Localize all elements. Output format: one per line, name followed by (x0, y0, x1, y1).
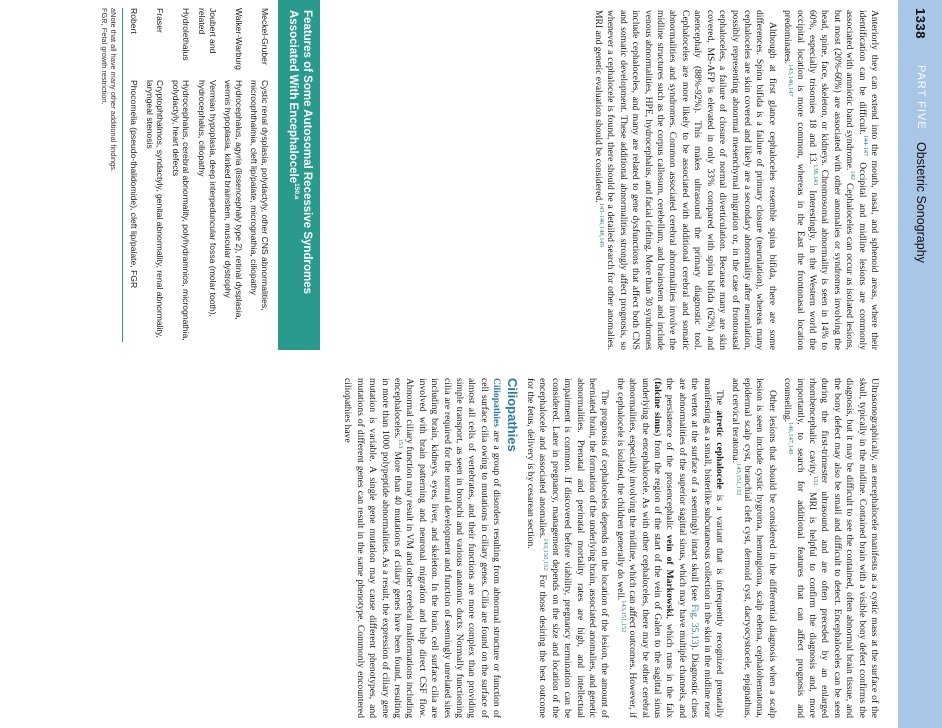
syndrome-name: Meckel-Gruber (260, 8, 270, 65)
citation: 143,151,152 (734, 462, 742, 496)
right-text-column (10, 378, 880, 718)
text-run: Interestingly, in the Western world the occipital location is more common, whereas in the East the frontonasal location predominates. (782, 10, 818, 350)
table-title-text: Features of Some Autosomal Recessive Syndromes Associated With Encephalocele (287, 10, 313, 294)
text-run: Cephaloceles can occur as isolated lesions, but most (20%-60%) are associated with other anomalies or syndromes involving the head, spine, face, skeleton, or kidneys. Chromosomal abnormality is seen in 14% to 60%, especially trisomies 18 and 13. (806, 10, 856, 350)
page-number: 1338 (913, 8, 928, 39)
table-row (170, 8, 191, 342)
syndrome-name: Joubert and related (197, 8, 218, 54)
table-row (223, 8, 244, 342)
text-run: , which runs in the falx ( (652, 378, 676, 718)
part-label: PART FIVE (915, 65, 927, 130)
table-row (196, 8, 217, 342)
citation: 146,147,149 (787, 421, 795, 455)
syndrome-features: Cryptophthalmos, syndactyly, genital abnormality, renal abnormality, laryngeal stenosis (144, 80, 166, 338)
table-body (122, 0, 278, 350)
text-run: Although at first glance cephaloceles resemble spina bifida, there are some differences. Spina bifida is a failure of primary closure (neurulation), whereas many cephaloceles are skin covered and likely are a secondary abnormality after neurulation, possibly representing abnormal mesenchymal migration or, in the case of frontonasal cephaloceles, a failure of closure of normal diverticulation. Because many are skin covered, MS-AFP is elevated in only 33% compared with spina bifida (62%) and anencephaly (88%-92%). This makes ultrasound the primary diagnostic tool. Cephaloceles are more likely to be associated with additional cerebral and somatic abnormalities and syndromes. Common associated cerebral abnormalities involve the midline structures such as the corpus callosum, cerebellum, and brainstem and include venous abnormalities, HPE, hydrocephalus, and facial clefting. More than 30 syndromes include cephaloceles, and many are related to gene dysfunctions that affect both CNS and somatic development. These additional abnormalities strongly affect prognosis, so whenever a cephalocele is found, there should be a detailed search for other anomalies. MRI and genetic evaluation should be considered. (593, 10, 778, 350)
paragraph (524, 378, 611, 718)
syndrome-name: Walker-Warburg (233, 8, 244, 70)
syndrome-features: Cystic renal dysplasia, polydactyly, other CNS abnormalities, microophthalmia, cleft lip/palate, micrognathia, ciliopathy (249, 80, 270, 311)
citation: 138,143 (812, 164, 820, 186)
text-run: Occipital and midline lesions are commonly associated with amniotic band syndrome. (844, 10, 868, 350)
syndrome-features: Hydrocephalus, cerebral abnormality, polyhydramnios, micrognathia, polydactyly, heart defects (170, 80, 192, 341)
left-text-column (320, 10, 880, 350)
footnote-line: FGR, Fetal growth restriction. (100, 8, 110, 105)
term-vein-of-markowski: vein of Markowski (664, 534, 676, 617)
paragraph (728, 378, 778, 718)
citation: 142 (849, 170, 857, 181)
citation: 153 (397, 438, 405, 449)
syndrome-name: Hydrolethalus (181, 8, 192, 61)
paragraph (592, 10, 778, 350)
syndrome-name: Fraser (155, 8, 166, 33)
syndrome-features: Hydrocephalus, agyria (lissencephaly type 2), retinal dysplasia, vermis hypoplasia, kinked brainstem, muscular dystrophy (223, 80, 244, 320)
text-run: ) from the region of the start of the vein of Galen to the sagittal sinus underlying the encephalocele. As with other cephaloceles, there may be other cerebral abnormalities, especially involving the midline, which can affect outcomes. However, if the cephalocele is isolated, the children generally do well. (614, 378, 664, 718)
text-run: Other lesions that should be considered in the differential diagnosis when a scalp lesion is seen include cystic hygroma, hemangioma, scalp edema, cephalohematoma, epidermal scalp cyst, branchial cleft cyst, dermoid cyst, dacryocystocele, epignathus, and cervical teratoma. (729, 378, 778, 718)
citation: 143,146,147 (787, 64, 795, 97)
syndrome-features: Vermian hypoplasia, deep interpeduncular fossa (molar tooth), hydrocephalus, ciliopathy (197, 80, 218, 317)
text-run: ). Diagnostic clues are abnormalities of the superior sagittal sinus, which may have multiple channels, and the persistence of the prosencephalic (664, 378, 701, 718)
running-header (898, 0, 942, 728)
paragraph (781, 378, 880, 718)
text-run: More than 40 mutations of ciliary genes have been found, resulting in more than 1000 polypeptide abnormalities. As a result, the expression of ciliary gene mutation is variable. A single gene mutation may cause different phenotypes, and mutations of different genes can result in the same phenotype. Commonly encountered ciliopathies have (342, 378, 403, 718)
table-row (128, 8, 139, 342)
syndrome-name: Robert (129, 8, 140, 34)
text-run: The prognosis of cephaloceles depends on the location of the lesion, the amount of herniated brain, the formation of the underlying brain, associated anomalies, and genetic abnormalities. Prenatal and perinatal mortality rates are high, and intellectual impairment is common. If discovered before viability, pregnancy termination can be considered. Later in pregnancy, management depends on the size and location of the encephalocele and associated anomalies. (537, 378, 611, 718)
citation: 143-146,148,149 (598, 202, 606, 248)
table-row (144, 8, 165, 342)
section-heading: Ciliopathies (504, 378, 520, 452)
citation: 144-147 (861, 134, 869, 157)
text-run: are a group of disorders resulting from abnormal structure or function of cell surface cilia owing to mutations in ciliary genes. Cilia are found on the surface of almost all cells of vertebrates, and their functions are more complex than providing simple transport, as seen in bronchi and various anatomic ducts. Normally functioning cilia are required for the normal development and function of seemingly unrelated sites including brain, kidneys, eyes, liver, and skeleton. In the brain, cell surface cilia are involved with brain patterning and neuronal migration and help direct CSF flow. Abnormal ciliary function may result in VM and other cerebral malformations including encephaloceles. (391, 378, 503, 718)
paragraph (341, 378, 502, 718)
text-run: The (714, 390, 726, 411)
citation: 150,a (292, 183, 300, 200)
table-footnote (100, 0, 118, 350)
syndrome-features: Phocomelia (pseudo-thalidomide), cleft lip/palate, FGR (129, 80, 140, 289)
text-run: Anteriorly they can extend into the mouth, nasal, and sphenoid areas, where their identification can be difficult. (856, 10, 880, 350)
table-title (278, 0, 320, 350)
footnote-line: aNote that all have many other additional findings. (109, 8, 119, 172)
table-row (249, 8, 270, 342)
table-divider (122, 8, 123, 342)
chapter-title: Obstetric Sonography (914, 142, 928, 263)
figure-link[interactable]: Fig. 35.13 (689, 604, 701, 645)
syndrome-table (10, 0, 320, 350)
citation: 152 (812, 475, 820, 486)
term-ciliopathies: Ciliopathies (491, 378, 503, 428)
term-falcine-sinus: falcine sinus (652, 381, 664, 433)
term-atretic-cephalocele: atretic cephalocele (714, 410, 726, 490)
paragraph (781, 10, 880, 350)
paragraph (613, 378, 725, 718)
text-run: For those desiring the best outcome for the fetus, delivery is by cesarean section. (525, 378, 549, 718)
text-run: Ultrasonographically, an encephalocele manifests as a cystic mass at the surface of the skull, typically in the midline. Contained brain with a visible bony defect confirms the diagnosis, but it may be difficult to see the contained, often abnormal brain tissue, and the bony defect may also be small and difficult to detect. Encephaloceles can be seen during the first-trimester ultrasound and are often preceded by an enlarged rhombencephalic cavity. (806, 378, 880, 718)
citation: 143,151,152 (620, 600, 628, 633)
text-run: is a variant that is infrequently recognized prenatally manifesting as a small, bisterlike subcutaneous collection in the skin in the midline near the vertex at the surface of a seemingly intact skull (see (689, 378, 726, 718)
citation: 143,150,152 (542, 538, 550, 571)
text-run: MRI is helpful to confirm the diagnosis and, more importantly, to search for additional features that can affect prognosis and counseling. (782, 378, 818, 718)
